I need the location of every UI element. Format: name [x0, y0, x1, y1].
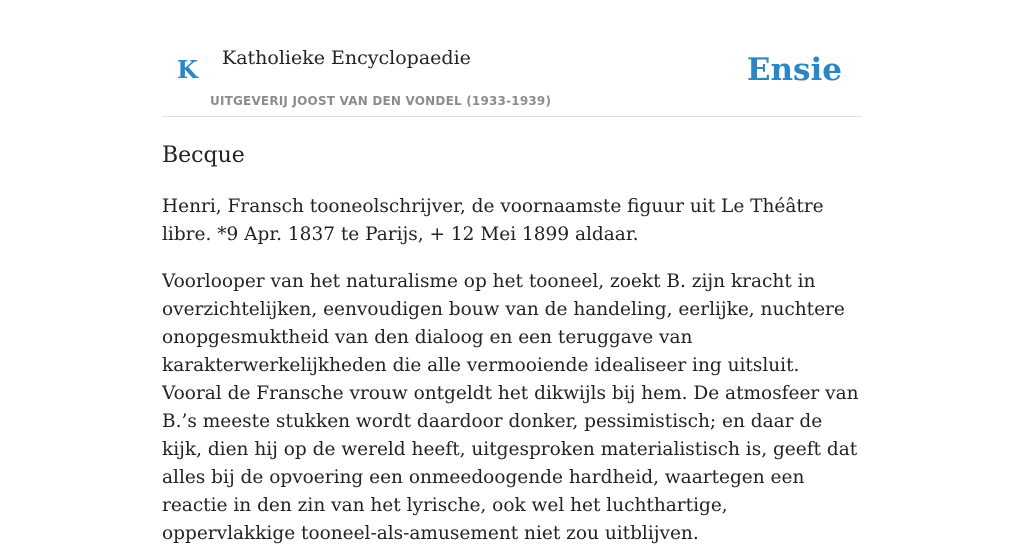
site-title[interactable]: Katholieke Encyclopaedie	[222, 47, 471, 69]
ensie-brand-logo[interactable]: Ensie	[746, 52, 842, 88]
encyclopedia-logo[interactable]: K	[177, 55, 198, 84]
article-paragraph: Henri, Fransch tooneolschrijver, de voornaamste figuur uit Le Théâtre libre. *9 Apr. 1837 te Parijs, + 12 Mei 1899 aldaar.	[162, 196, 824, 245]
publisher-subtitle: UITGEVERIJ JOOST VAN DEN VONDEL (1933-1939)	[210, 94, 552, 108]
site-header	[162, 0, 862, 117]
content-container	[162, 0, 862, 548]
article-title: Becque	[162, 143, 245, 168]
article-paragraph: Voorlooper van het naturalisme op het tooneel, zoekt B. zijn kracht in overzichtelijken, eenvoudigen bouw van de handeling, eerlijke, nuchtere onopgesmuktheid van den dialoog en een teruggave van karakterwerkelijkheden die alle vermooiende idealiseer ing uitsluit. Vooral de Fransche vrouw ontgeldt het dikwijls bij hem. De atmosfeer van B.’s meeste stukken wordt daardoor donker, pessimistisch; en daar de kijk, dien hij op de wereld heeft, uitgesproken materialistisch is, geeft dat alles bij de opvoering een onmeedoogende hardheid, waartegen een reactie in den zin van het lyrische, ook wel het luchthartige, oppervlakkige tooneel-als-amusement niet zou uitblijven.	[162, 271, 859, 544]
article	[162, 141, 862, 548]
